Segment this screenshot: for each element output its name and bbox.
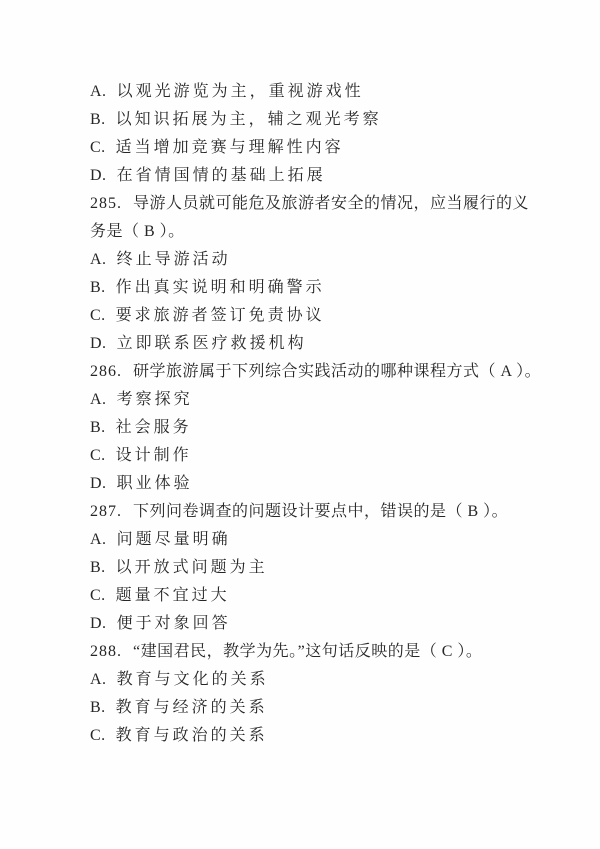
option-label: C. [90, 139, 106, 156]
question-285-option-c [90, 302, 560, 330]
option-text: 终止导游活动 [116, 251, 231, 268]
option-label: D. [90, 167, 107, 184]
option-text: 考察探究 [116, 391, 193, 408]
option-text: 社会服务 [115, 419, 192, 436]
question-286-stem [90, 358, 560, 386]
question-number: 287. [90, 503, 122, 520]
option-text: 以知识拓展为主，辅之观光考察 [115, 111, 382, 128]
option-text: 作出真实说明和明确警示 [115, 279, 325, 296]
option-label: B. [90, 111, 106, 128]
question-text-continued: 务是（ B ）。 [90, 223, 185, 240]
option-label: A. [90, 531, 107, 548]
option-label: B. [90, 419, 106, 436]
question-285-option-b [90, 274, 560, 302]
question-288-option-a [90, 666, 560, 694]
question-288-stem [90, 638, 560, 666]
option-text: 以开放式问题为主 [115, 559, 268, 576]
option-text: 教育与政治的关系 [115, 727, 268, 744]
option-label: A. [90, 391, 107, 408]
carryover-option-line-c [90, 134, 560, 162]
option-text: 教育与文化的关系 [116, 671, 269, 688]
option-label: D. [90, 615, 107, 632]
question-286-option-b [90, 414, 560, 442]
option-label: A. [90, 251, 107, 268]
question-286-option-c [90, 442, 560, 470]
question-287-option-a [90, 526, 560, 554]
option-text: 在省情国情的基础上拓展 [116, 167, 326, 184]
option-label: A. [90, 671, 107, 688]
question-285-stem-continued [90, 218, 560, 246]
option-text: 职业体验 [116, 475, 193, 492]
option-text: 以观光游览为主，重视游戏性 [116, 83, 364, 100]
question-number: 286. [90, 363, 122, 380]
question-text: 导游人员就可能危及旅游者安全的情况，应当履行的义 [133, 195, 530, 212]
option-label: C. [90, 587, 106, 604]
option-text: 适当增加竞赛与理解性内容 [115, 139, 344, 156]
option-label: C. [90, 307, 106, 324]
option-label: D. [90, 475, 107, 492]
question-number: 288. [90, 643, 122, 660]
question-288-option-b [90, 694, 560, 722]
option-label: C. [90, 727, 106, 744]
question-285-stem [90, 190, 560, 218]
option-text: 教育与经济的关系 [115, 699, 268, 716]
carryover-option-line-b [90, 106, 560, 134]
option-text: 便于对象回答 [116, 615, 231, 632]
question-286-option-d [90, 470, 560, 498]
option-text: 要求旅游者签订免责协议 [115, 307, 325, 324]
carryover-option-line-d [90, 162, 560, 190]
option-text: 问题尽量明确 [116, 531, 231, 548]
question-287-option-c [90, 582, 560, 610]
question-number: 285. [90, 195, 122, 212]
question-286-option-a [90, 386, 560, 414]
question-text: 下列问卷调查的问题设计要点中，错误的是（ B ）。 [133, 503, 509, 520]
question-text: 研学旅游属于下列综合实践活动的哪种课程方式（ A ）。 [133, 363, 542, 380]
option-label: A. [90, 83, 107, 100]
question-285-option-a [90, 246, 560, 274]
question-287-option-d [90, 610, 560, 638]
option-text: 立即联系医疗救援机构 [116, 335, 307, 352]
question-288-option-c [90, 722, 560, 750]
question-285-option-d [90, 330, 560, 358]
option-label: B. [90, 559, 106, 576]
question-287-stem [90, 498, 560, 526]
carryover-option-line-a [90, 78, 560, 106]
question-text: “建国君民，教学为先。”这句话反映的是（ C ）。 [133, 643, 483, 660]
option-label: B. [90, 279, 106, 296]
option-label: D. [90, 335, 107, 352]
question-287-option-b [90, 554, 560, 582]
option-label: B. [90, 699, 106, 716]
option-text: 题量不宜过大 [115, 587, 230, 604]
option-text: 设计制作 [115, 447, 192, 464]
option-label: C. [90, 447, 106, 464]
